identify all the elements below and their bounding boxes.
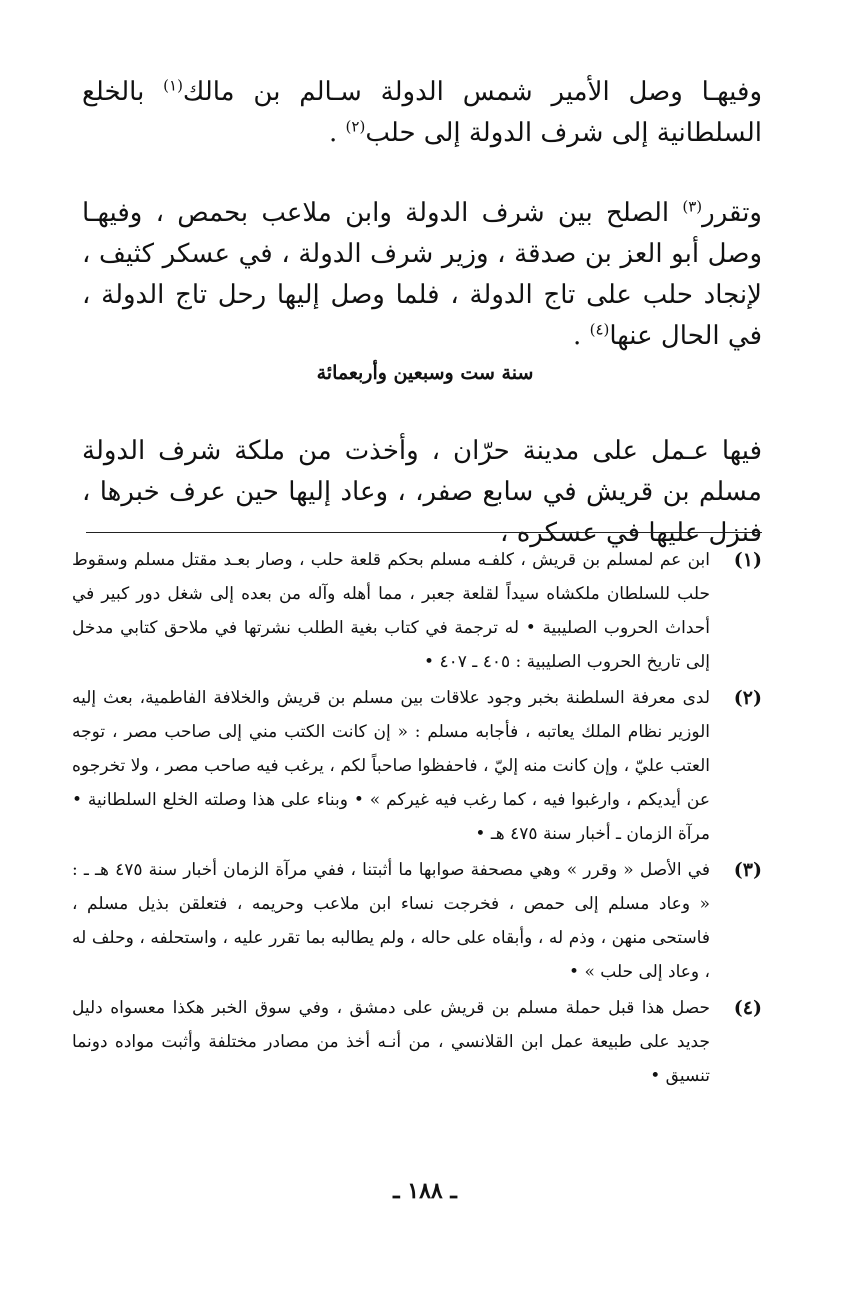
footnote-number: (٣) [733, 859, 762, 881]
footnote [72, 991, 762, 1093]
footnote-number: (١) [733, 549, 762, 571]
footnote-divider [86, 532, 762, 533]
footnote-ref: (٤) [589, 320, 610, 339]
footnote-number: (٤) [733, 997, 762, 1019]
paragraph-text: . [573, 321, 590, 351]
footnote-text: ابن عم لمسلم بن قريش ، كلفـه مسلم بحكم قلعة حلب ، وصار بعـد مقتل مسلم وسقوط حلب للسلطان ملكشاه سيداً لقلعة جعبر ، مما أهله وآله من بعده إلى شغل دور كبير في أحداث الحروب الصليبية • له ترجمة في كتاب بغية الطلب نشرتها في ملاحق كتابي مدخل إلى تاريخ الحروب الصليبية : ٤٠٥ ـ ٤٠٧ • [72, 550, 710, 672]
footnotes-list [72, 543, 762, 1095]
paragraph-text: وفيهـا وصل الأمير شمس الدولة سـالم بن مالك [182, 77, 762, 107]
paragraph-text: وتقرر [702, 198, 762, 228]
footnote-ref: (٣) [682, 197, 703, 216]
footnote [72, 853, 762, 989]
paragraph-text: . [329, 118, 346, 148]
main-paragraph [82, 193, 762, 357]
footnote-text: حصل هذا قبل حملة مسلم بن قريش على دمشق ، وفي سوق الخبر هكذا معسواه دليل جديد على طبيعة عمل ابن القلانسي ، من أنـه أخذ من مصادر مختلفة وأثبت مواده دونما تنسيق • [72, 998, 710, 1086]
page-number: ـ ١٨٨ ـ [393, 1178, 457, 1204]
footnote [72, 681, 762, 851]
footnote-ref: (٢) [345, 117, 366, 136]
section-heading: سنة ست وسبعين وأربعمائة [316, 362, 534, 384]
main-paragraph [82, 72, 762, 154]
footnote-text: لدى معرفة السلطنة بخبر وجود علاقات بين مسلم بن قريش والخلافة الفاطمية، بعث إليه الوزير نظام الملك يعاتبه ، فأجابه مسلم : « إن كانت الكتب مني إلى صاحب مصر ، توجه العتب عليّ ، وإن كانت منه إليّ ، فاحفظوا صاحباً لكم ، يرغب فيه صاحب مصر ، ولا تخرجوه عن أيديكم ، وارغبوا فيه ، كما رغب فيه غيركم » • وبناء على هذا وصلته الخلع السلطانية • مرآة الزمان ـ أخبار سنة ٤٧٥ هـ • [72, 688, 711, 844]
footnote [72, 543, 762, 679]
paragraph-text: بالخلع السلطانية إلى شرف الدولة إلى حلب [82, 77, 762, 148]
footnote-number: (٢) [733, 687, 762, 709]
paragraph-text: الصلح بين شرف الدولة وابن ملاعب بحمص ، وفيهـا وصل أبو العز بن صدقة ، وزير شرف الدولة ، في عسكر كثيف ، لإنجاد حلب على تاج الدولة ، فلما وصل إليها رحل تاج الدولة ، في الحال عنها [82, 198, 762, 351]
main-paragraph: فيها عـمل على مدينة حرّان ، وأخذت من ملكة شرف الدولة مسلم بن قريش في سابع صفر، ، وعاد إليها حين عرف خبرها ، فنزل عليها في عسكره ، [82, 436, 762, 548]
footnote-text: في الأصل « وقرر » وهي مصحفة صوابها ما أثبتنا ، ففي مرآة الزمان أخبار سنة ٤٧٥ هـ ـ : « وعاد مسلم إلى حمص ، فخرجت نساء ابن ملاعب وحريمه ، فتعلقن بذيل مسلم ، فاستحى منهن ، وذم له ، وأبقاه على حاله ، ولم يطالبه بما تقرر عليه ، واستحلفه ، وحلف له ، وعاد إلى حلب » • [72, 860, 710, 982]
footnote-ref: (١) [163, 76, 183, 95]
